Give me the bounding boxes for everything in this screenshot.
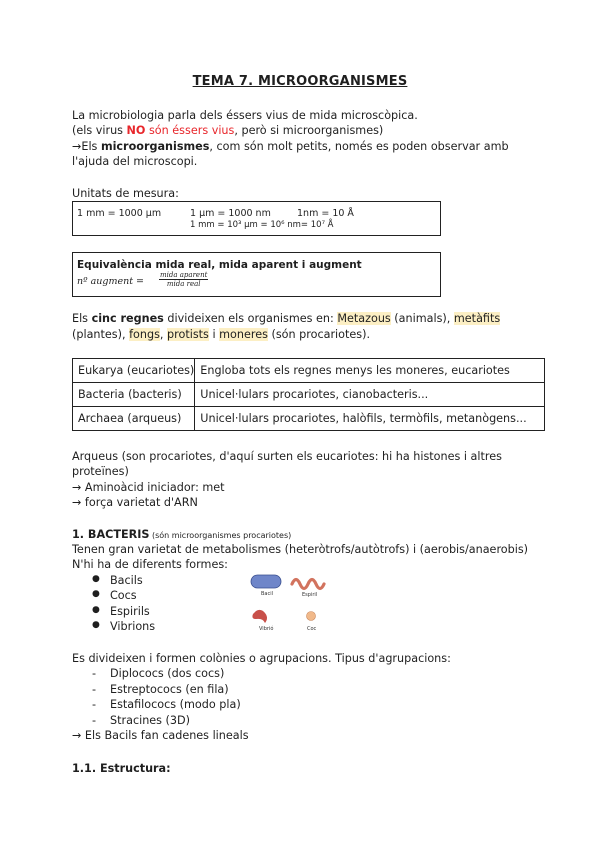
unit-mm: 1 mm = 1000 μm [77, 208, 162, 219]
bullet-icon: ● [92, 589, 100, 599]
intro-line-1: La microbiologia parla dels éssers vius de mida microscòpica. [72, 109, 418, 122]
units-box [72, 201, 441, 236]
list-item: Cocs [110, 589, 137, 602]
kingdoms-line-2 [72, 327, 370, 343]
list-item: Estreptococs (en fila) [110, 683, 229, 696]
domains-table [72, 358, 545, 431]
archaea-line-4: → força varietat d'ARN [72, 496, 198, 509]
dash-icon: - [92, 683, 97, 696]
list-item: Diplococs (dos cocs) [110, 667, 225, 680]
highlight-moneres: moneres [219, 328, 268, 341]
highlight-metafits: metàfits [453, 312, 501, 325]
dash-icon: - [92, 698, 97, 711]
icon-caption: Espiril [302, 592, 318, 598]
augment-fraction [159, 271, 208, 288]
intro-text: →Els [72, 140, 101, 153]
highlight-fongs: fongs [129, 328, 160, 341]
table-cell: Archaea (arqueus) [73, 407, 195, 431]
bullet-icon: ● [92, 620, 100, 630]
archaea-line-1: Arqueus (son procariotes, d'aquí surten els eucariotes: hi ha histones i altres [72, 450, 502, 463]
table-cell: Unicel·lulars procariotes, halòfils, termòfils, metanògens... [195, 407, 545, 431]
text: , [159, 328, 168, 341]
intro-text: (els virus [72, 124, 127, 137]
equivalence-box [72, 252, 441, 297]
bold-term: microorganismes [100, 140, 210, 153]
groups-intro: Es divideixen i formen colònies o agrupacions. Tipus d'agrupacions: [72, 652, 451, 665]
icon-caption: Bacil [261, 591, 274, 597]
archaea-line-3: → Aminoàcid iniciador: met [72, 481, 225, 494]
text: divideixen els organismes en: [163, 312, 338, 325]
icon-caption: Vibrió [259, 626, 274, 632]
intro-text: , però si microorganismes) [234, 124, 384, 137]
coc-icon [307, 612, 316, 621]
bacil-icon [251, 575, 281, 588]
icon-caption: Coc [307, 626, 317, 632]
text: (plantes), [72, 328, 130, 341]
bacteris-line-2: N'hi ha de diferents formes: [72, 558, 228, 571]
page-title: TEMA 7. MICROORGANISMES [192, 74, 408, 89]
highlight-protists: protists [167, 328, 209, 341]
unit-chain: 1 mm = 10³ μm = 10⁶ nm= 10⁷ Å [190, 220, 334, 230]
archaea-line-2: proteïnes) [72, 465, 129, 478]
dash-icon: - [92, 667, 97, 680]
espiril-icon [292, 580, 324, 589]
intro-line-3 [72, 139, 509, 155]
intro-line-2 [72, 123, 383, 139]
red-text: són éssers vius [145, 124, 235, 137]
text: Els [72, 312, 92, 325]
text: (són procariotes). [267, 328, 371, 341]
units-label: Unitats de mesura: [72, 187, 179, 200]
intro-text: , com són molt petits, només es poden observar amb [209, 140, 509, 153]
fraction-numerator: mida aparent [160, 271, 208, 279]
text: (animals), [390, 312, 454, 325]
table-row [73, 359, 545, 383]
intro-line-4: l'ajuda del microscopi. [72, 155, 198, 168]
text: i [208, 328, 220, 341]
unit-um: 1 μm = 1000 nm [190, 208, 271, 219]
list-item: Estafilococs (modo pla) [110, 698, 241, 711]
structure-heading: 1.1. Estructura: [72, 762, 171, 775]
bold-term: cinc regnes [91, 312, 164, 325]
groups-note: → Els Bacils fan cadenes lineals [72, 729, 249, 742]
list-item: Bacils [110, 574, 143, 587]
table-row [73, 407, 545, 431]
list-item: Vibrions [110, 620, 156, 633]
unit-nm: 1nm = 10 Å [297, 208, 354, 219]
highlight-metazous: Metazous [337, 312, 391, 325]
section-heading: 1. BACTERIS [72, 528, 150, 541]
bullet-icon: ● [92, 605, 100, 615]
vibrio-icon [252, 610, 267, 623]
list-item: Espirils [110, 605, 150, 618]
bullet-icon: ● [92, 574, 100, 584]
bacteris-line-1: Tenen gran varietat de metabolismes (heteròtrofs/autòtrofs) i (aerobis/anaerobis) [72, 543, 529, 556]
list-item: Stracines (3D) [110, 714, 191, 727]
table-cell: Engloba tots els regnes menys les moneres, eucariotes [195, 359, 545, 383]
equivalence-heading: Equivalència mida real, mida aparent i augment [77, 259, 362, 271]
heading-note: (són microorganismes procariotes) [149, 531, 292, 540]
table-row [73, 383, 545, 407]
kingdoms-line-1 [72, 311, 500, 327]
dash-icon: - [92, 714, 97, 727]
no-emphasis: NO [126, 124, 146, 137]
fraction-denominator: mida real [166, 280, 201, 288]
augment-lhs: nº augment = [77, 276, 145, 287]
table-cell: Eukarya (eucariotes) [73, 359, 195, 383]
table-cell: Unicel·lulars procariotes, cianobacteris... [195, 383, 545, 407]
table-cell: Bacteria (bacteris) [73, 383, 195, 407]
